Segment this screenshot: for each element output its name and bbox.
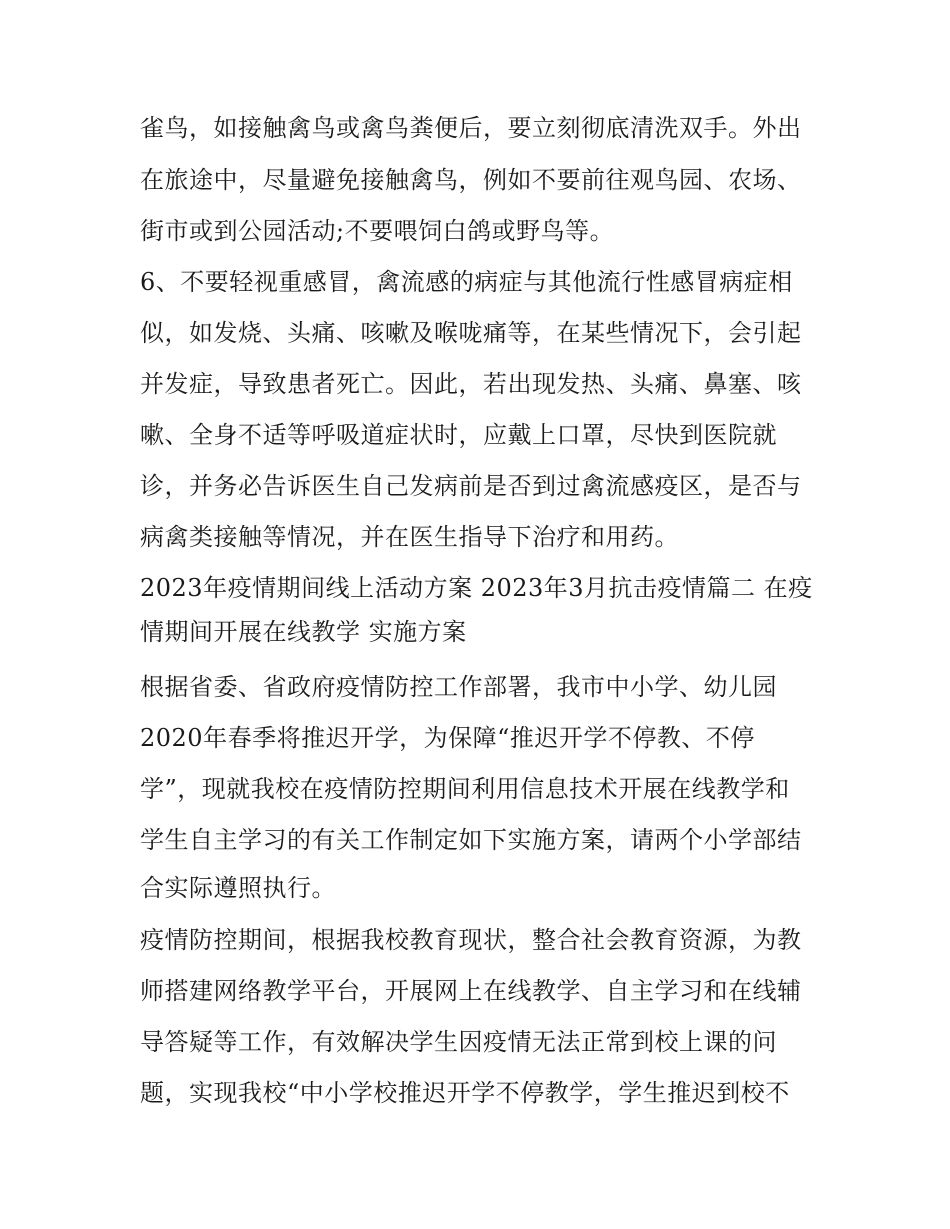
text-line-5: 似，如发烧、头痛、咳嗽及喉咙痛等，在某些情况下，会引起 — [140, 319, 802, 347]
text-line-19: 导答疑等工作，有效解决学生因疫情无法正常到校上课的问 — [140, 1028, 777, 1056]
text-line-1: 雀鸟，如接触禽鸟或禽鸟粪便后，要立刻彻底清洗双手。外出 — [140, 114, 802, 142]
text-line-6: 并发症，导致患者死亡。因此，若出现发热、头痛、鼻塞、咳 — [140, 370, 802, 398]
text-line-10: 2023年疫情期间线上活动方案 2023年3月抗击疫情篇二 在疫 — [140, 574, 813, 602]
text-line-2: 在旅途中，尽量避免接触禽鸟，例如不要前往观鸟园、农场、 — [140, 166, 802, 194]
text-line-9: 病禽类接触等情况，并在医生指导下治疗和用药。 — [140, 523, 679, 551]
text-line-7: 嗽、全身不适等呼吸道症状时，应戴上口罩，尽快到医院就 — [140, 421, 777, 449]
text-line-14: 学”，现就我校在疫情防控期间利用信息技术开展在线教学和 — [140, 775, 790, 803]
text-line-3: 街市或到公园活动;不要喂饲白鸽或野鸟等。 — [140, 217, 615, 245]
text-line-20: 题，实现我校“中小学校推迟开学不停教学，学生推迟到校不 — [140, 1079, 790, 1107]
text-line-12: 根据省委、省政府疫情防控工作部署，我市中小学、幼儿园 — [140, 673, 777, 701]
text-line-11: 情期间开展在线教学 实施方案 — [140, 618, 467, 646]
text-line-4: 6、不要轻视重感冒，禽流感的病症与其他流行性感冒病症相 — [140, 268, 793, 296]
text-line-16: 合实际遵照执行。 — [140, 874, 336, 902]
text-line-17: 疫情防控期间，根据我校教育现状，整合社会教育资源，为教 — [140, 926, 802, 954]
text-line-8: 诊，并务必告诉医生自己发病前是否到过禽流感疫区，是否与 — [140, 472, 802, 500]
text-line-13: 2020年春季将推迟开学，为保障“推迟开学不停教、不停 — [140, 724, 755, 752]
text-line-15: 学生自主学习的有关工作制定如下实施方案，请两个小学部结 — [140, 826, 802, 854]
text-line-18: 师搭建网络教学平台，开展网上在线教学、自主学习和在线辅 — [140, 977, 802, 1005]
